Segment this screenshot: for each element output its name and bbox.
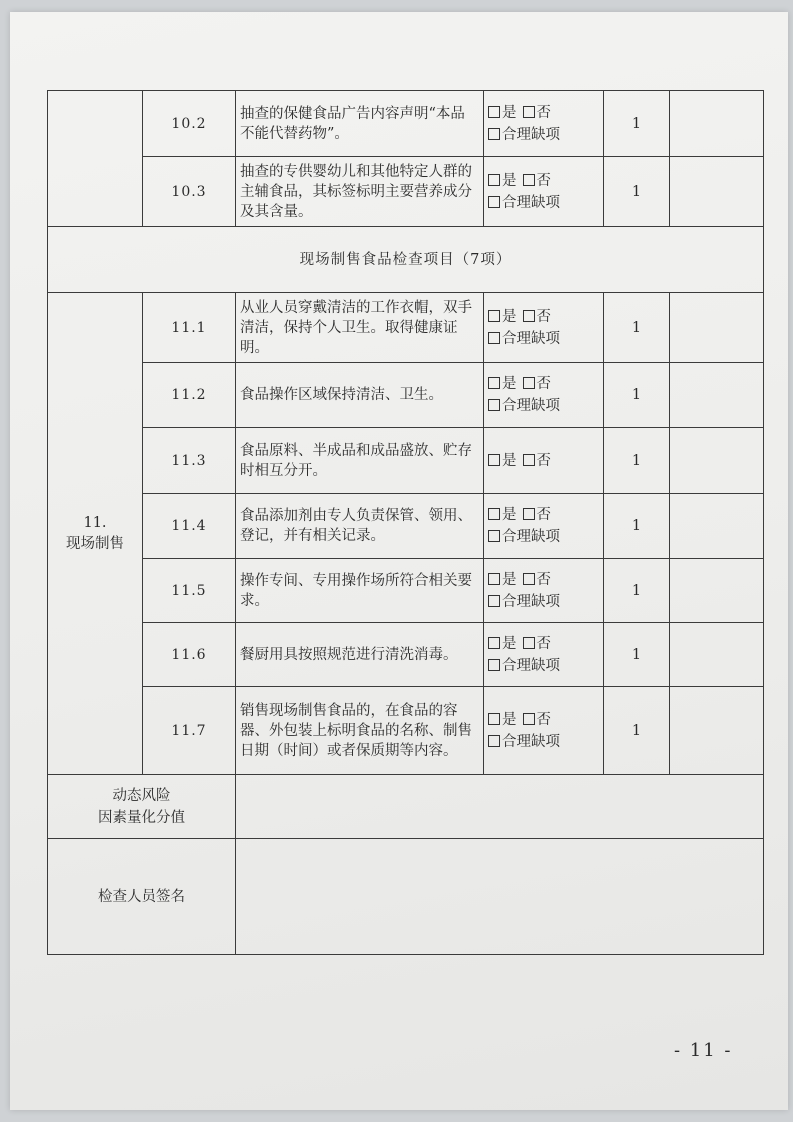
yes-checkbox[interactable] (488, 637, 500, 649)
item-remarks-cell[interactable] (670, 293, 764, 363)
item-number: 10.3 (143, 157, 236, 227)
table-row (48, 293, 764, 363)
item-number: 10.2 (143, 91, 236, 157)
missing-item-checkbox[interactable] (488, 399, 500, 411)
page-number: - 11 - (674, 1040, 733, 1061)
table-row (48, 494, 764, 559)
item-score: 1 (604, 157, 670, 227)
missing-item-checkbox[interactable] (488, 332, 500, 344)
signature-field[interactable] (236, 839, 764, 955)
item-content: 抽查的专供婴幼儿和其他特定人群的主辅食品，其标签标明主要营养成分及其含量。 (236, 157, 484, 227)
item-score: 1 (604, 623, 670, 687)
item-remarks-cell[interactable] (670, 494, 764, 559)
item-remarks-cell[interactable] (670, 559, 764, 623)
item-content: 餐厨用具按照规范进行清洗消毒。 (236, 623, 484, 687)
item-options: 是 否 合理缺项 (484, 363, 604, 428)
category-number: 11. (83, 514, 107, 531)
item-options: 是 否 合理缺项 (484, 494, 604, 559)
no-checkbox[interactable] (523, 713, 535, 725)
table-row (48, 157, 764, 227)
item-score: 1 (604, 494, 670, 559)
item-content: 销售现场制售食品的，在食品的容器、外包装上标明食品的名称、制售日期（时间）或者保质期等内容。 (236, 687, 484, 775)
missing-item-checkbox[interactable] (488, 659, 500, 671)
inspection-form-table (47, 90, 764, 955)
item-content: 操作专间、专用操作场所符合相关要求。 (236, 559, 484, 623)
item-number: 11.3 (143, 428, 236, 494)
item-score: 1 (604, 687, 670, 775)
yes-checkbox[interactable] (488, 377, 500, 389)
yes-checkbox[interactable] (488, 310, 500, 322)
item-number: 11.4 (143, 494, 236, 559)
item-number: 11.1 (143, 293, 236, 363)
item-number: 11.5 (143, 559, 236, 623)
item-number: 11.6 (143, 623, 236, 687)
item-content: 抽查的保健食品广告内容声明“本品不能代替药物”。 (236, 91, 484, 157)
item-remarks-cell[interactable] (670, 91, 764, 157)
no-checkbox[interactable] (523, 310, 535, 322)
category-cell-10 (48, 91, 143, 227)
item-content: 从业人员穿戴清洁的工作衣帽，双手清洁，保持个人卫生。取得健康证明。 (236, 293, 484, 363)
no-checkbox[interactable] (523, 377, 535, 389)
category-name: 现场制售 (66, 535, 124, 552)
item-content: 食品添加剂由专人负责保管、领用、登记，并有相关记录。 (236, 494, 484, 559)
table-row (48, 428, 764, 494)
item-score: 1 (604, 428, 670, 494)
item-content: 食品原料、半成品和成品盛放、贮存时相互分开。 (236, 428, 484, 494)
signature-row (48, 839, 764, 955)
item-options: 是 否 合理缺项 (484, 687, 604, 775)
item-options: 是 否 合理缺项 (484, 157, 604, 227)
no-checkbox[interactable] (523, 573, 535, 585)
item-number: 11.2 (143, 363, 236, 428)
item-options: 是 否 合理缺项 (484, 91, 604, 157)
no-checkbox[interactable] (523, 106, 535, 118)
table-row (48, 687, 764, 775)
table-row (48, 623, 764, 687)
risk-score-row (48, 775, 764, 839)
no-checkbox[interactable] (523, 454, 535, 466)
item-number: 11.7 (143, 687, 236, 775)
category-cell-11 (48, 293, 143, 775)
item-options: 是 否 合理缺项 (484, 623, 604, 687)
missing-item-checkbox[interactable] (488, 530, 500, 542)
missing-item-checkbox[interactable] (488, 735, 500, 747)
table-row (48, 559, 764, 623)
item-remarks-cell[interactable] (670, 687, 764, 775)
missing-item-checkbox[interactable] (488, 196, 500, 208)
item-score: 1 (604, 363, 670, 428)
risk-score-label: 动态风险 因素量化分值 (48, 775, 236, 839)
item-score: 1 (604, 91, 670, 157)
item-options: 是 否 合理缺项 (484, 293, 604, 363)
risk-score-field[interactable] (236, 775, 764, 839)
missing-item-checkbox[interactable] (488, 128, 500, 140)
item-content: 食品操作区域保持清洁、卫生。 (236, 363, 484, 428)
item-remarks-cell[interactable] (670, 363, 764, 428)
yes-checkbox[interactable] (488, 508, 500, 520)
missing-item-checkbox[interactable] (488, 595, 500, 607)
table-row (48, 363, 764, 428)
table-row (48, 91, 764, 157)
item-score: 1 (604, 293, 670, 363)
no-checkbox[interactable] (523, 508, 535, 520)
item-options: 是 否 合理缺项 (484, 559, 604, 623)
item-remarks-cell[interactable] (670, 428, 764, 494)
yes-checkbox[interactable] (488, 174, 500, 186)
item-score: 1 (604, 559, 670, 623)
yes-checkbox[interactable] (488, 106, 500, 118)
item-remarks-cell[interactable] (670, 623, 764, 687)
yes-checkbox[interactable] (488, 573, 500, 585)
yes-checkbox[interactable] (488, 454, 500, 466)
document-page (10, 12, 788, 1110)
item-remarks-cell[interactable] (670, 157, 764, 227)
no-checkbox[interactable] (523, 174, 535, 186)
yes-checkbox[interactable] (488, 713, 500, 725)
section-title: 现场制售食品检查项目（7项） (48, 227, 764, 293)
no-checkbox[interactable] (523, 637, 535, 649)
signature-label: 检查人员签名 (48, 839, 236, 955)
item-options: 是 否 (484, 428, 604, 494)
section-header-row (48, 227, 764, 293)
